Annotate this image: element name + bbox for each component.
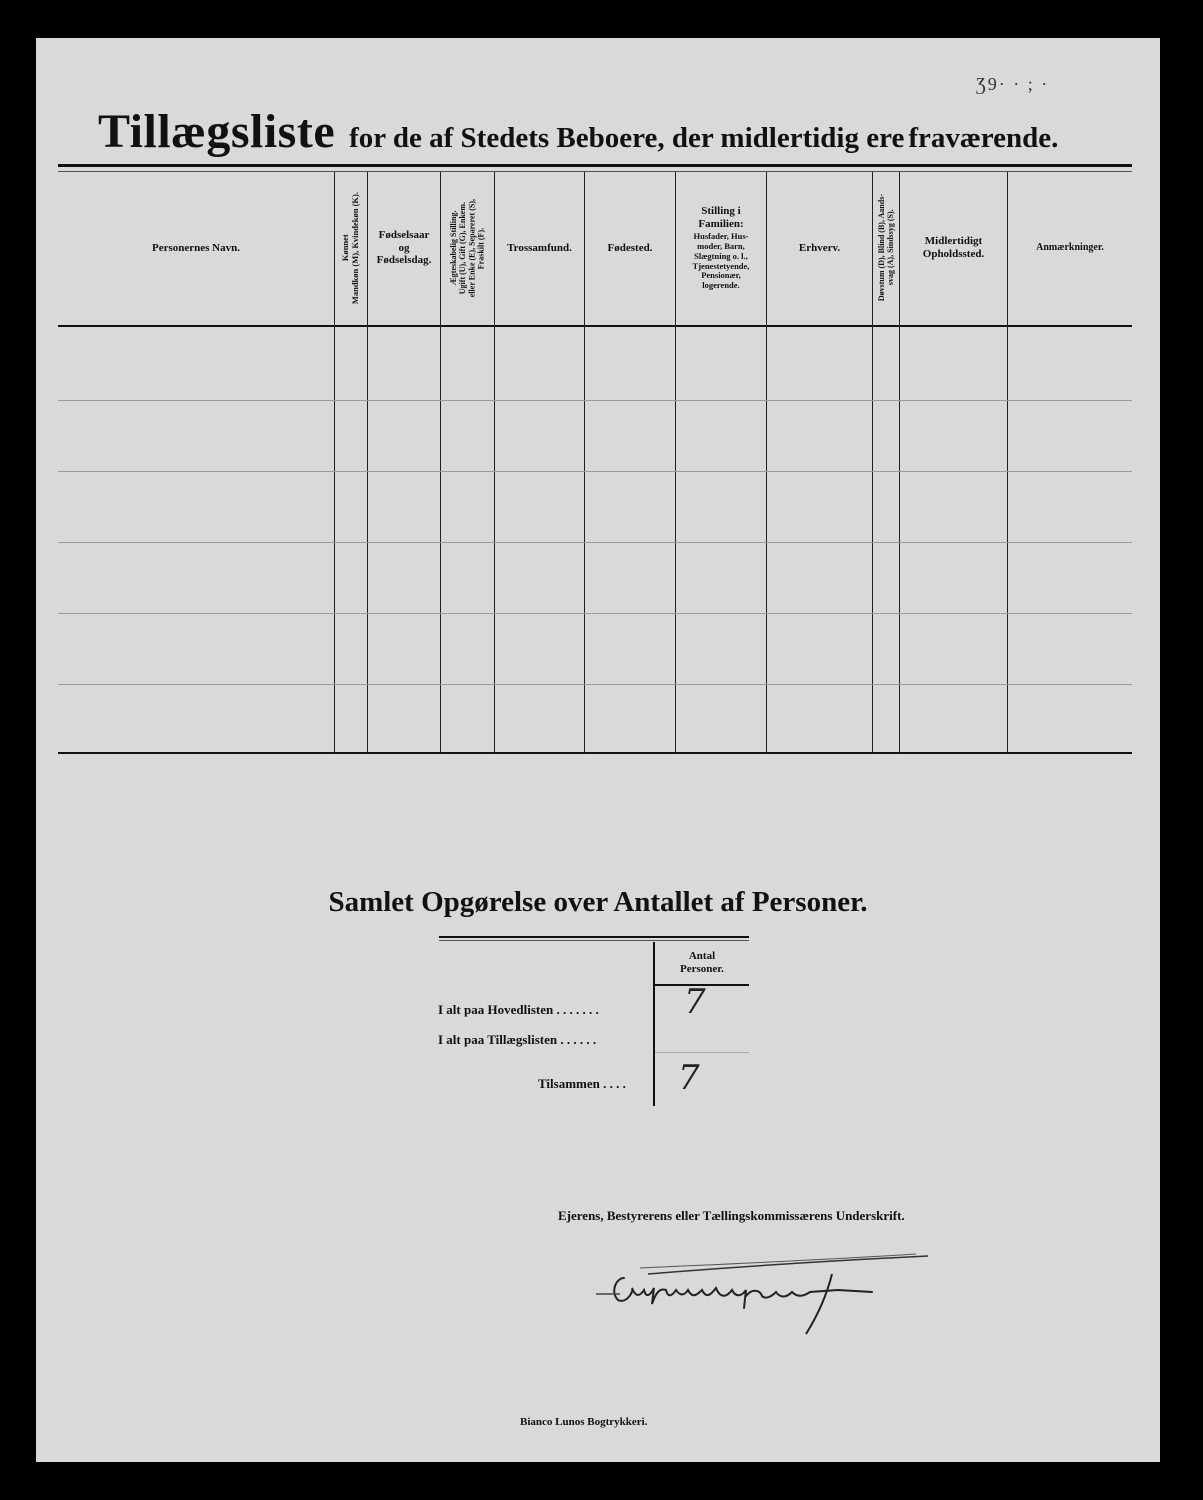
header-kjon-label: Kønnet Mandkøn (M), Kvindekøn (K). bbox=[340, 191, 360, 305]
corner-annotation: Ʒ9· · ; · bbox=[976, 74, 1050, 94]
header-familie-sub: Husfader, Hus- moder, Barn, Slægtning o. l., Tjenestetyende, Pensionær, logerende. bbox=[692, 231, 750, 291]
header-familie-label: Stilling i Familien: bbox=[698, 205, 744, 230]
header-fodsel: Fødselsaar og Fødselsdag. bbox=[376, 229, 432, 267]
summary-col-header: Antal Personer. bbox=[680, 950, 724, 975]
header-navn: Personernes Navn. bbox=[152, 241, 240, 254]
header-rule bbox=[58, 325, 1132, 327]
header-aegteskab-label: Ægteskabelig Stilling. Ugift (U), Gift (G), Enkem. eller Enke (E), Separeret (S), Fraskilt (F). bbox=[449, 198, 486, 298]
header-aegteskab bbox=[441, 172, 494, 324]
header-familie bbox=[676, 172, 766, 324]
summary-row-label: I alt paa Hovedlisten . . . . . . . bbox=[438, 1002, 599, 1017]
row-line bbox=[58, 542, 1132, 543]
header-fodested: Fødested. bbox=[607, 241, 653, 254]
header-anm: Anmærkninger. bbox=[1036, 242, 1104, 254]
header-defekt-label: Døvstum (D), Blind (B), Aands- svag (A), Sindssyg (S). bbox=[876, 194, 895, 302]
summary-row-label: I alt paa Tillægslisten . . . . . . bbox=[438, 1032, 597, 1047]
summary-top-rule bbox=[439, 936, 749, 938]
summary-row-value: 7 bbox=[684, 982, 706, 1022]
title-emphasis: fraværende. bbox=[908, 122, 1059, 154]
row-line bbox=[58, 613, 1132, 614]
header-opholdssted: Midlertidigt Opholdssted. bbox=[922, 235, 985, 260]
summary-top-rule-thin bbox=[439, 940, 749, 941]
summary-row-line bbox=[655, 1052, 749, 1053]
header-defekt bbox=[873, 172, 899, 324]
summary-row-label: Tilsammen . . . . bbox=[538, 1076, 626, 1091]
census-form-sheet bbox=[36, 38, 1160, 1462]
header-erhverv: Erhverv. bbox=[798, 241, 841, 254]
title-main: Tillægsliste bbox=[98, 105, 336, 158]
header-kjon bbox=[335, 172, 367, 324]
summary-row-value: 7 bbox=[678, 1058, 700, 1098]
summary-title: Samlet Opgørelse over Antallet af Personer. bbox=[328, 886, 868, 918]
title-sub: for de af Stedets Beboere, der midlertidig ere bbox=[349, 122, 905, 154]
header-tro: Trossamfund. bbox=[507, 241, 572, 254]
row-line bbox=[58, 684, 1132, 685]
form-title bbox=[98, 104, 1098, 159]
printer-imprint: Bianco Lunos Bogtrykkeri. bbox=[520, 1416, 648, 1428]
signature-label: Ejerens, Bestyrerens eller Tællingskommissærens Underskrift. bbox=[558, 1208, 905, 1223]
top-rule bbox=[58, 164, 1132, 167]
row-line bbox=[58, 471, 1132, 472]
handwritten-signature bbox=[576, 1248, 946, 1338]
row-line bbox=[58, 400, 1132, 401]
table-bottom-rule bbox=[58, 752, 1132, 754]
